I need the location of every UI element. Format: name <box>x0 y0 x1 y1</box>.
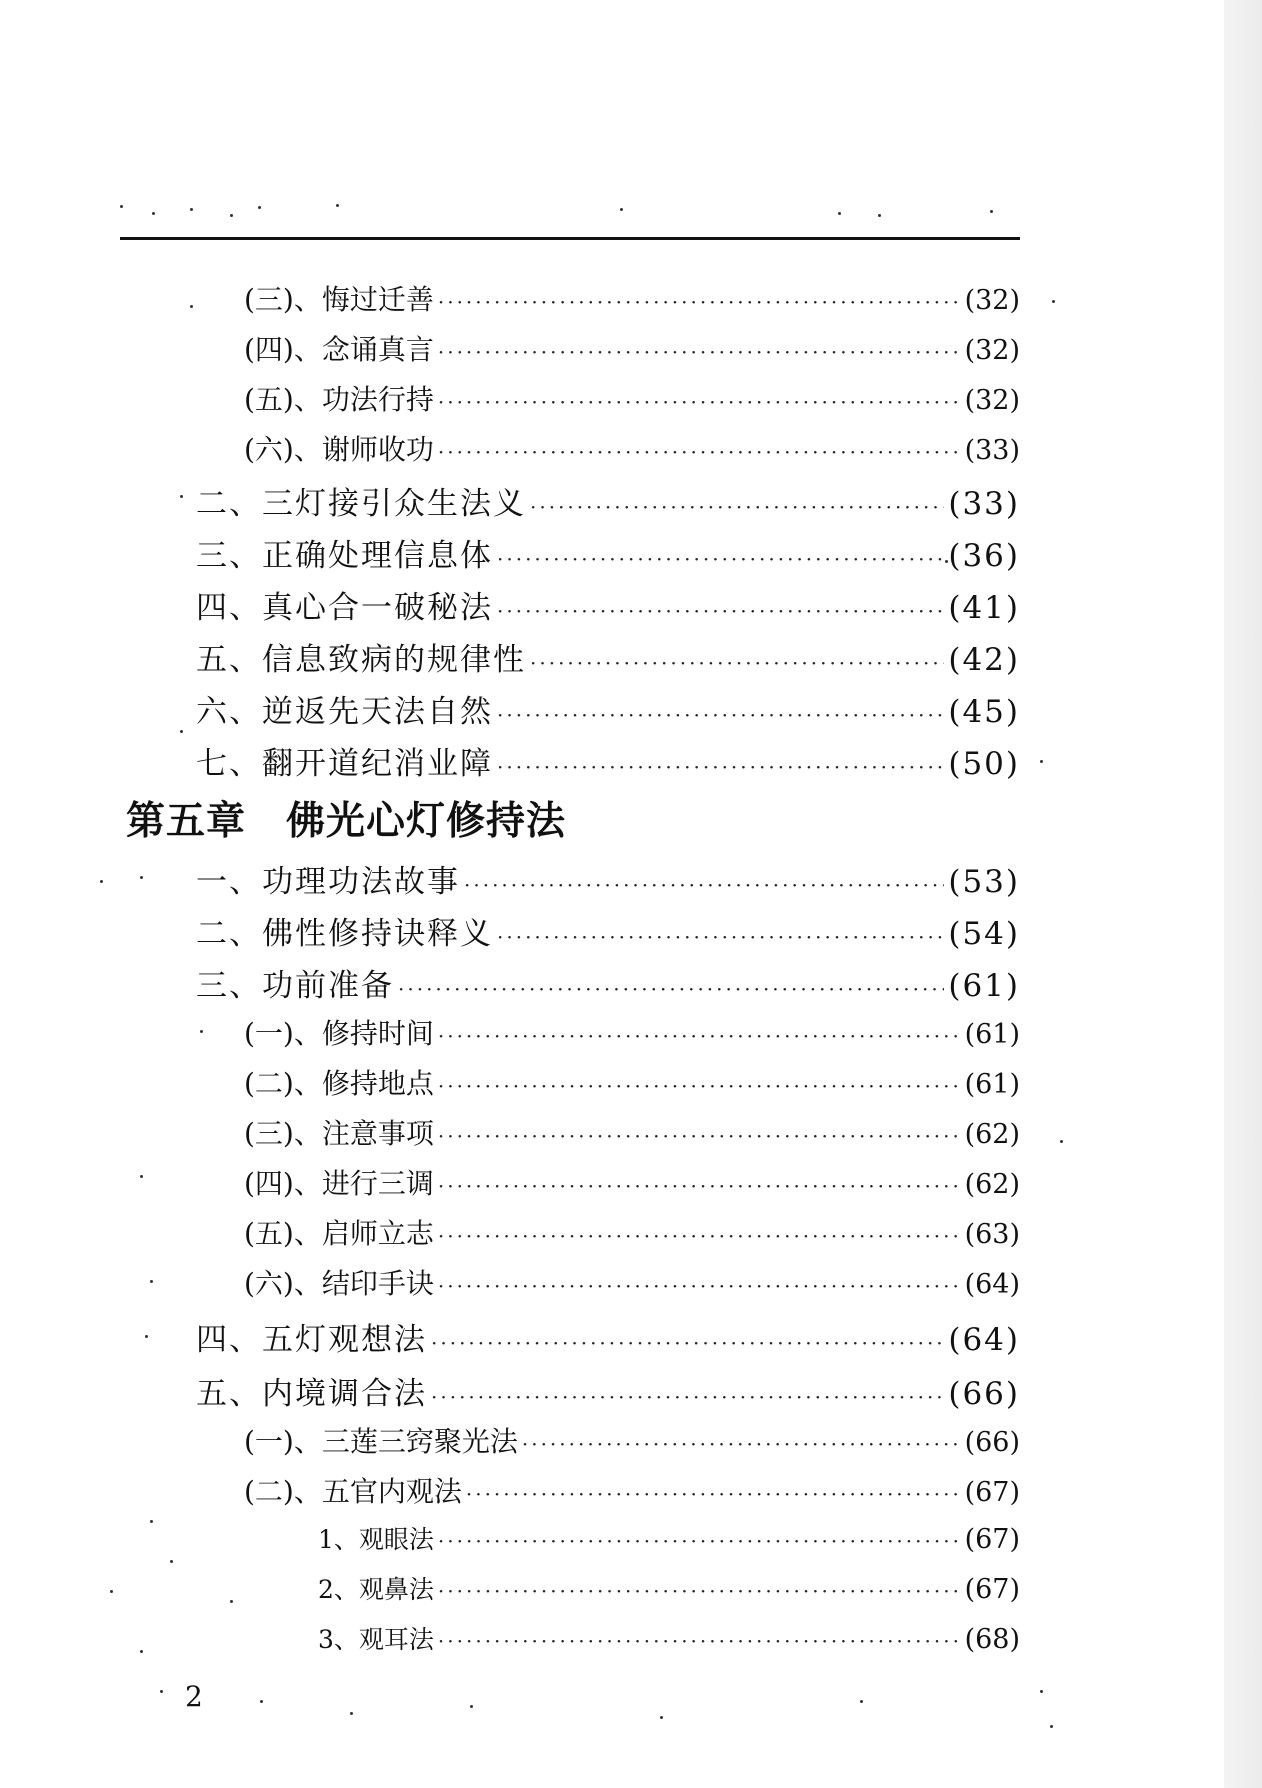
toc-entry-title: 四、五灯观想法 <box>196 1322 427 1358</box>
toc-entry[interactable] <box>244 1262 1020 1302</box>
leader-dots <box>497 755 944 779</box>
toc-entry[interactable] <box>244 1420 1020 1460</box>
toc-entry-page: (64) <box>948 1322 1020 1358</box>
toc-entry[interactable] <box>244 378 1020 418</box>
toc-entry-title: 五、信息致病的规律性 <box>196 642 526 678</box>
toc-entry-title: 五、内境调合法 <box>196 1376 427 1412</box>
leader-dots <box>431 1331 944 1355</box>
toc-entry-page: (36) <box>948 538 1020 574</box>
toc-entry-page: (45) <box>948 694 1020 730</box>
toc-entry-title: 七、翻开道纪消业障 <box>196 746 493 782</box>
toc-entry-title: 三、正确处理信息体 <box>196 538 493 574</box>
toc-entry-title: (六)、结印手诀 <box>244 1267 434 1300</box>
toc-entry-page: (42) <box>948 642 1020 678</box>
toc-entry-title: (六)、谢师收功 <box>244 433 434 466</box>
toc-entry-title: (二)、修持地点 <box>244 1067 434 1100</box>
toc-entry-title: 二、佛性修持诀释义 <box>196 916 493 952</box>
leader-dots <box>438 290 961 314</box>
leader-dots <box>497 599 944 623</box>
leader-dots <box>431 1385 944 1409</box>
toc-entry[interactable] <box>244 328 1020 368</box>
toc-entry-page: (54) <box>948 916 1020 952</box>
toc-entry-page: (33) <box>948 486 1020 522</box>
toc-entry-page: (61) <box>948 968 1020 1004</box>
toc-entry-title: (三)、悔过迁善 <box>244 283 434 316</box>
leader-dots <box>438 1074 961 1098</box>
toc-entry-page: (32) <box>964 285 1020 316</box>
toc-entry-title: 三、功前准备 <box>196 968 394 1004</box>
leader-dots <box>464 873 944 897</box>
leader-dots <box>438 340 961 364</box>
leader-dots <box>398 977 944 1001</box>
toc-entry[interactable] <box>196 1368 1020 1413</box>
leader-dots <box>497 925 944 949</box>
toc-entry-title: (二)、五官内观法 <box>244 1475 462 1508</box>
toc-entry-page: (61) <box>964 1069 1020 1100</box>
toc-entry-title: 3、观耳法 <box>318 1625 434 1654</box>
toc-entry-title: (一)、修持时间 <box>244 1017 434 1050</box>
toc-entry-page: (61) <box>964 1019 1020 1050</box>
toc-entry-title: 一、功理功法故事 <box>196 864 460 900</box>
toc-entry-page: (64) <box>964 1269 1020 1300</box>
toc-entry-page: (33) <box>964 435 1020 466</box>
leader-dots <box>438 440 961 464</box>
leader-dots <box>438 1629 961 1653</box>
toc-entry-page: (63) <box>964 1219 1020 1250</box>
leader-dots <box>438 1529 961 1553</box>
toc-entry-title: 六、逆返先天法自然 <box>196 694 493 730</box>
leader-dots <box>522 1432 961 1456</box>
toc-entry[interactable] <box>196 960 1020 1005</box>
leader-dots <box>466 1482 961 1506</box>
toc-entry-page: (67) <box>964 1574 1020 1605</box>
leader-dots <box>438 390 961 414</box>
leader-dots <box>497 703 944 727</box>
toc-entry-page: (66) <box>948 1376 1020 1412</box>
toc-entry-page: (50) <box>948 746 1020 782</box>
toc-entry[interactable] <box>196 908 1020 953</box>
toc-entry[interactable] <box>244 278 1020 318</box>
toc-entry-title: (三)、注意事项 <box>244 1117 434 1150</box>
toc-entry-title: 四、真心合一破秘法 <box>196 590 493 626</box>
toc-entry[interactable] <box>196 738 1020 783</box>
toc-entry-page: (41) <box>948 590 1020 626</box>
leader-dots <box>438 1174 961 1198</box>
toc-entry-page: (62) <box>964 1169 1020 1200</box>
chapter-heading: 第五章 佛光心灯修持法 <box>126 798 567 844</box>
leader-dots <box>530 651 944 675</box>
toc-entry[interactable] <box>318 1520 1020 1556</box>
toc-entry-page: (68) <box>964 1624 1020 1655</box>
toc-entry[interactable] <box>244 428 1020 468</box>
toc-entry-page: (66) <box>964 1427 1020 1458</box>
toc-entry-page: (67) <box>964 1524 1020 1555</box>
toc-entry[interactable] <box>244 1062 1020 1102</box>
toc-entry[interactable] <box>244 1212 1020 1252</box>
toc-entry[interactable] <box>244 1470 1020 1510</box>
toc-entry[interactable] <box>318 1620 1020 1656</box>
leader-dots <box>438 1274 961 1298</box>
toc-entry-page: (53) <box>948 864 1020 900</box>
toc-entry[interactable] <box>196 634 1020 679</box>
leader-dots <box>438 1224 961 1248</box>
toc-entry-title: 二、三灯接引众生法义 <box>196 486 526 522</box>
toc-entry[interactable] <box>196 478 1020 523</box>
toc-entry[interactable] <box>196 1314 1020 1359</box>
toc-entry[interactable] <box>196 582 1020 627</box>
leader-dots <box>530 495 944 519</box>
leader-dots <box>438 1579 961 1603</box>
toc-entry[interactable] <box>244 1162 1020 1202</box>
leader-dots <box>438 1124 961 1148</box>
toc-entry-title: 2、观鼻法 <box>318 1575 434 1604</box>
page-number: 2 <box>185 1680 203 1713</box>
leader-dots <box>497 547 944 571</box>
toc-entry-page: (32) <box>964 335 1020 366</box>
toc-entry[interactable] <box>318 1570 1020 1606</box>
leader-dots <box>438 1024 961 1048</box>
toc-entry-title: 1、观眼法 <box>318 1525 434 1554</box>
toc-entry[interactable] <box>244 1112 1020 1152</box>
toc-entry[interactable] <box>196 686 1020 731</box>
toc-entry[interactable] <box>196 856 1020 901</box>
toc-entry-title: (四)、念诵真言 <box>244 333 434 366</box>
toc-entry[interactable] <box>244 1012 1020 1052</box>
toc-entry-title: (五)、功法行持 <box>244 383 434 416</box>
toc-entry-page: (32) <box>964 385 1020 416</box>
toc-entry-page: (67) <box>964 1477 1020 1508</box>
toc-entry-title: (四)、进行三调 <box>244 1167 434 1200</box>
toc-entry[interactable] <box>196 530 1020 575</box>
toc-entry-title: (一)、三莲三窍聚光法 <box>244 1425 518 1458</box>
toc-entry-page: (62) <box>964 1119 1020 1150</box>
toc-entry-title: (五)、启师立志 <box>244 1217 434 1250</box>
